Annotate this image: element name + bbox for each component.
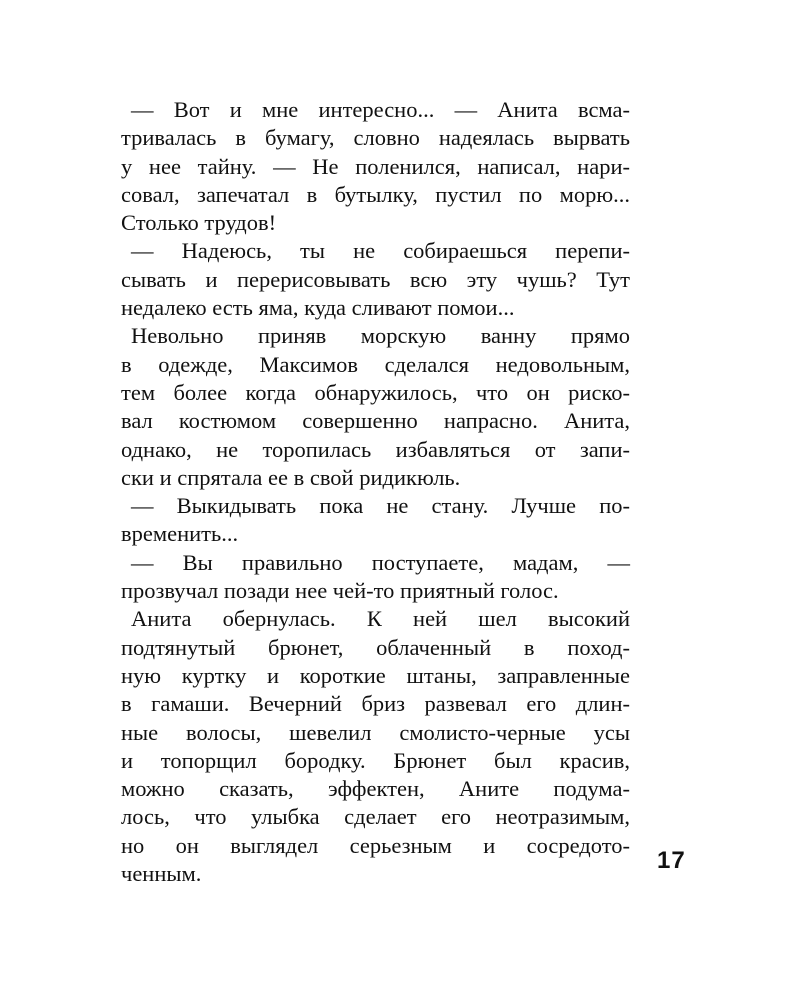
text-line: — Надеюсь, ты не собираешься перепи-: [131, 238, 630, 264]
text-line: и топорщил бородку. Брюнет был красив,: [121, 747, 630, 773]
page-number: 17: [657, 847, 686, 874]
text-line: сывать и перерисовывать всю эту чушь? Тут: [121, 266, 630, 292]
text-line: ченным.: [121, 861, 202, 887]
body-text: [121, 96, 630, 888]
text-line: ски и спрятала ее в свой ридикюль.: [121, 464, 461, 490]
text-line: в гамаши. Вечерний бриз развевал его длин-: [121, 691, 630, 717]
text-line: временить...: [121, 521, 239, 547]
text-line: тем более когда обнаружилось, что он риско-: [121, 379, 630, 405]
text-line: вал костюмом совершенно напрасно. Анита,: [121, 408, 630, 434]
text-line: в одежде, Максимов сделался недовольным,: [121, 351, 630, 377]
text-line: совал, запечатал в бутылку, пустил по морю...: [121, 181, 630, 207]
text-line: Невольно приняв морскую ванну прямо: [131, 323, 630, 349]
text-line: Анита обернулась. К ней шел высокий: [131, 606, 630, 632]
text-line: — Вы правильно поступаете, мадам, —: [131, 549, 630, 575]
text-line: у нее тайну. — Не поленился, написал, нари-: [121, 153, 630, 179]
text-line: Столько трудов!: [121, 210, 277, 236]
text-line: недалеко есть яма, куда сливают помои...: [121, 295, 515, 321]
text-line: ные волосы, шевелил смолисто-черные усы: [121, 719, 630, 745]
text-line: — Вот и мне интересно... — Анита всма-: [131, 97, 630, 122]
text-line: ную куртку и короткие штаны, заправленные: [121, 662, 630, 688]
text-line: но он выглядел серьезным и сосредото-: [121, 832, 630, 858]
text-line: тривалась в бумагу, словно надеялась вырвать: [121, 125, 630, 151]
text-line: прозвучал позади нее чей-то приятный голос.: [121, 578, 559, 604]
text-line: подтянутый брюнет, облаченный в поход-: [121, 634, 630, 660]
text-line: лось, что улыбка сделает его неотразимым,: [121, 804, 630, 830]
text-line: — Выкидывать пока не стану. Лучше по-: [131, 493, 630, 519]
text-line: однако, не торопилась избавляться от запи-: [121, 436, 630, 462]
text-line: можно сказать, эффектен, Аните подума-: [121, 776, 630, 802]
